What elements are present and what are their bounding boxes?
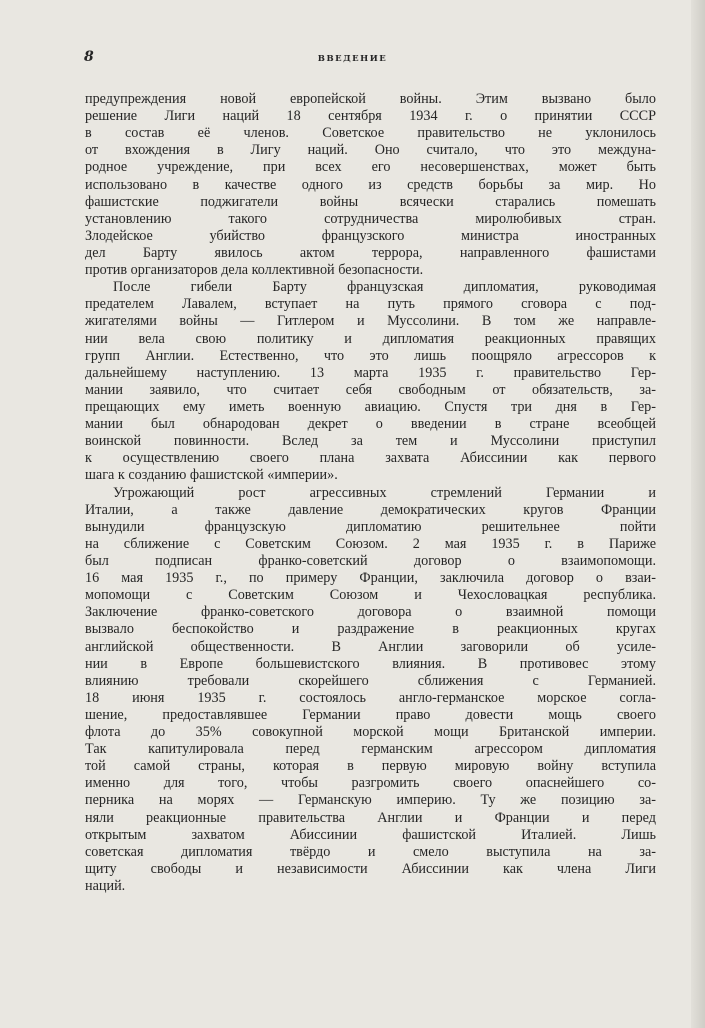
text-line: вызвало беспокойство и раздражение в реакционных кругах [85, 621, 656, 638]
text-line: шение, предоставлявшее Германии право довести мощь своего [85, 706, 656, 723]
text-line: вынудили французскую дипломатию решительнее пойти [85, 518, 656, 535]
text-line: дальнейшему наступлению. 13 марта 1935 г. правительство Гер- [85, 364, 656, 381]
text-line: открытым захватом Абиссинии фашистской Италией. Лишь [85, 826, 656, 843]
page-number: 8 [84, 49, 94, 65]
text-line: прещающих ему иметь военную авиацию. Спустя три дня в Гер- [85, 398, 656, 415]
text-line: Угрожающий рост агрессивных стремлений Германии и [113, 484, 656, 501]
text-line: на сближение с Советским Союзом. 2 мая 1935 г. в Париже [85, 535, 656, 552]
text-line: Злодейское убийство французского министра иностранных [85, 227, 656, 244]
paragraph [85, 91, 656, 279]
text-line: к осуществлению своего плана захвата Абиссинии как первого [85, 450, 656, 467]
text-line: установлению такого сотрудничества миролюбивых стран. [85, 210, 656, 227]
text-line: мании заявило, что считает себя свободным от обязательств, за- [85, 381, 656, 398]
text-line: предупреждения новой европейской войны. Этим вызвано было [85, 91, 656, 107]
text-line: наций. [85, 878, 126, 895]
text-line: предателем Лавалем, вступает на путь прямого сговора с под- [85, 296, 656, 313]
text-line: перника на морях — Германскую империю. Ту же позицию за- [85, 792, 656, 809]
text-line: английской общественности. В Англии заговорили об усиле- [85, 638, 656, 655]
text-line: мопомощи с Советским Союзом и Чехословацкая республика. [85, 587, 656, 604]
text-line: той самой страны, которая в первую мировую войну вступила [85, 758, 656, 775]
text-line: жигателями войны — Гитлером и Муссолини. В том же направле- [85, 313, 656, 330]
text-line: щиту свободы и независимости Абиссинии как члена Лиги [85, 860, 656, 877]
text-line: 16 мая 1935 г., по примеру Франции, заключила договор о взаи- [85, 570, 656, 587]
body-text [85, 91, 656, 895]
text-line: нии вела свою политику и дипломатия реакционных правящих [85, 330, 656, 347]
text-line: в состав её членов. Советское правительство не уклонилось [85, 125, 656, 142]
text-line: был подписан франко-советский договор о взаимопомощи. [85, 552, 656, 569]
text-line: После гибели Барту французская дипломатия, руководимая [113, 279, 656, 296]
text-line: от вхождения в Лигу наций. Оно считало, что это междуна- [85, 142, 656, 159]
text-line: Италии, а также давление демократических кругов Франции [85, 501, 656, 518]
text-line: использовано в качестве одного из средств борьбы за мир. Но [85, 176, 656, 193]
text-line: решение Лиги наций 18 сентября 1934 г. о принятии СССР [85, 108, 656, 125]
text-line: советская дипломатия твёрдо и смело выступила на за- [85, 843, 656, 860]
text-line: дел Барту явилось актом террора, направленного фашистами [85, 244, 656, 261]
paragraph [85, 485, 656, 896]
paragraph [85, 279, 656, 484]
text-line: Заключение франко-советского договора о взаимной помощи [85, 604, 656, 621]
text-line: мании был обнародован декрет о введении в стране всеобщей [85, 416, 656, 433]
text-line: няли реакционные правительства Англии и Франции и перед [85, 809, 656, 826]
text-line: родное учреждение, при всех его несовершенствах, может быть [85, 159, 656, 176]
text-line: воинской повинности. Вслед за тем и Муссолини приступил [85, 433, 656, 450]
text-line: фашистские поджигатели войны всячески старались помешать [85, 193, 656, 210]
text-line: именно для того, чтобы разгромить своего опаснейшего со- [85, 775, 656, 792]
text-line: влиянию требовали скорейшего сближения с Германией. [85, 672, 656, 689]
page-edge-shadow [691, 0, 705, 1028]
text-line: групп Англии. Естественно, что это лишь поощряло агрессоров к [85, 347, 656, 364]
text-line: флота до 35% совокупной морской мощи Британской империи. [85, 724, 656, 741]
text-line: нии в Европе большевистского влияния. В противовес этому [85, 655, 656, 672]
text-line: против организаторов дела коллективной безопасности. [85, 262, 424, 279]
text-line: Так капитулировала перед германским агрессором дипломатия [85, 741, 656, 758]
text-line: 18 июня 1935 г. состоялось англо-германское морское согла- [85, 689, 656, 706]
running-header: ВВЕДЕНИЕ [317, 54, 388, 64]
text-line: шага к созданию фашистской «империи». [85, 467, 338, 484]
